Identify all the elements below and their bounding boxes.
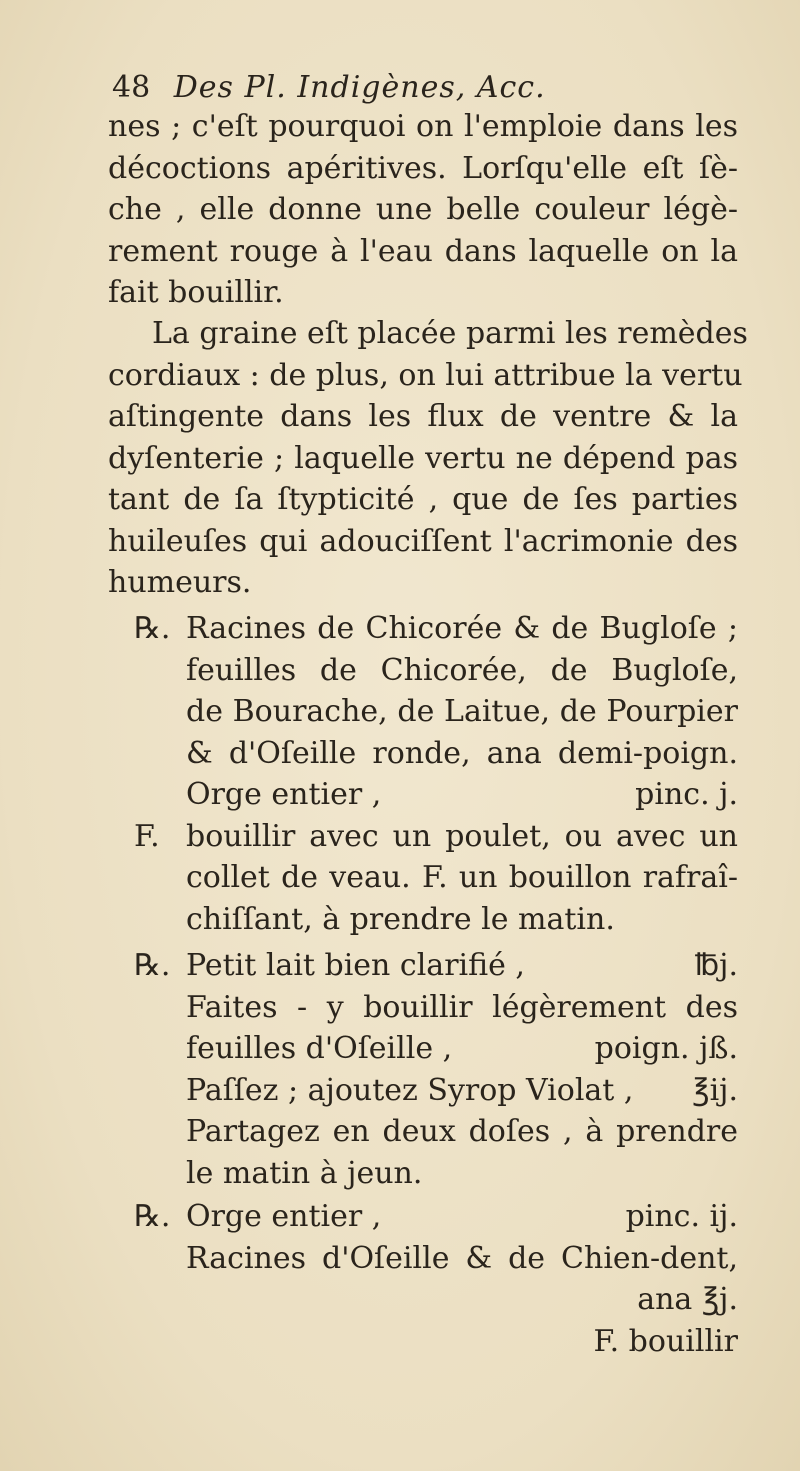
recipe-symbol: ℞. — [134, 1199, 171, 1234]
catchword: F. bouillir — [593, 1323, 738, 1359]
f-symbol: F. — [134, 818, 160, 854]
recipe-symbol: ℞. — [134, 611, 171, 646]
dose: ℔j. — [694, 948, 738, 983]
text-line: fait bouillir. — [108, 275, 284, 310]
recipe-line — [108, 1196, 738, 1238]
paragraph-continuation — [108, 106, 738, 314]
recipe-text: bouillir avec un poulet, ou avec un — [186, 818, 738, 854]
page-header — [112, 70, 732, 106]
dose: pinc. j. — [635, 777, 738, 812]
text-line: rement rouge à l'eau dans laquelle on la — [108, 233, 738, 269]
text-line: dyſenterie ; laquelle vertu ne dépend pas — [108, 440, 738, 476]
recipe-line: de Bourache, de Laitue, de Pourpier — [186, 694, 738, 729]
text-line: che , elle donne une belle couleur légè- — [108, 192, 738, 227]
recipe-line — [108, 816, 738, 858]
recipe-line: collet de veau. F. un bouillon rafraî- — [186, 860, 738, 895]
recipe-line: Faites - y bouillir légèrement des — [186, 989, 738, 1025]
paragraph-graine — [108, 313, 748, 604]
ingredient: Orge entier , — [186, 1199, 382, 1234]
recipe-line: Racines d'Oſeille & de Chien-dent, — [186, 1240, 738, 1276]
recipe-line — [108, 774, 738, 816]
text-line: huileuſes qui adouciſſent l'acrimonie des — [108, 523, 738, 559]
dose: ℥ij. — [692, 1072, 738, 1108]
dose: poign. jß. — [594, 1031, 738, 1066]
recipe-line: le matin à jeun. — [186, 1155, 423, 1191]
recipe-line: chiſſant, à prendre le matin. — [186, 901, 615, 937]
text-line: La graine eſt placée parmi les remèdes — [152, 316, 748, 351]
recipe-line — [108, 608, 738, 650]
recipe-line — [108, 945, 738, 987]
recipe-line: & d'Oſeille ronde, ana demi-poign. — [186, 735, 738, 771]
recipe-line — [108, 1070, 738, 1112]
text-line: décoctions apéritives. Lorſqu'elle eſt ſè- — [108, 150, 738, 186]
ingredient: Paſſez ; ajoutez Syrop Violat , — [186, 1072, 634, 1108]
recipe-line: ana ℥j. — [637, 1282, 738, 1317]
page-number: 48 — [112, 70, 151, 105]
recipe-symbol: ℞. — [134, 948, 171, 983]
dose: pinc. ij. — [625, 1199, 738, 1234]
running-title: Des Pl. Indigènes, Acc. — [173, 70, 546, 105]
text-line: tant de ſa ſtypticité , que de ſes parties — [108, 482, 738, 517]
recipe-line: Partagez en deux doſes , à prendre — [186, 1114, 738, 1149]
text-line: cordiaux : de plus, on lui attribue la vertu — [108, 357, 743, 393]
recipe-line: feuilles de Chicorée, de Bugloſe, — [186, 652, 738, 688]
recipe-text: Racines de Chicorée & de Bugloſe ; — [186, 611, 738, 646]
text-line: humeurs. — [108, 565, 252, 600]
text-line: nes ; c'eſt pourquoi on l'emploie dans les — [108, 109, 738, 144]
recipe-3 — [108, 1196, 738, 1362]
text-line: aſtingente dans les flux de ventre & la — [108, 399, 738, 434]
recipe-line — [108, 1028, 738, 1070]
ingredient: feuilles d'Oſeille , — [186, 1031, 453, 1066]
recipe-1 — [108, 608, 738, 940]
ingredient: Petit lait bien clarifié , — [186, 948, 525, 983]
recipe-2 — [108, 945, 738, 1194]
ingredient: Orge entier , — [186, 777, 382, 812]
